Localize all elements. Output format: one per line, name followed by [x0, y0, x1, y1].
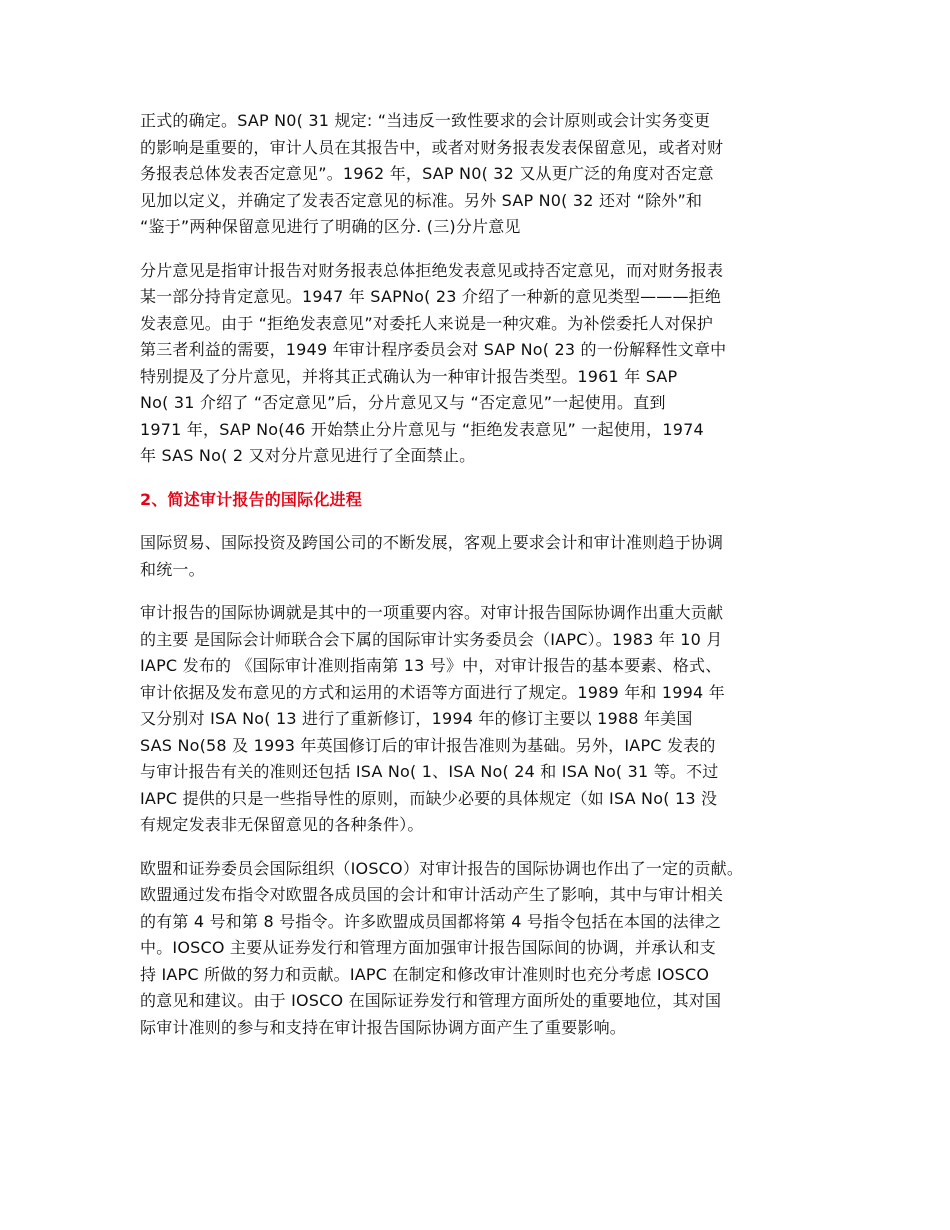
text-line: 的影响是重要的，审计人员在其报告中，或者对财务报表发表保留意见，或者对财: [140, 137, 724, 157]
text-line: 持 IAPC 所做的努力和贡献。IAPC 在制定和修改审计准则时也充分考虑 IOSCO: [140, 964, 710, 984]
text-line: 欧盟通过发布指令对欧盟各成员国的会计和审计活动产生了影响，其中与审计相关: [140, 885, 724, 904]
text-line: 见加以定义，并确定了发表否定意见的标准。另外 SAP N0( 32 还对 “除外”和: [140, 190, 703, 210]
text-line: 际审计准则的参与和支持在审计报告国际协调方面产生了重要影响。: [140, 1017, 627, 1037]
text-line: 某一部分持肯定意见。1947 年 SAPNo( 23 介绍了一种新的意见类型———拒绝: [140, 287, 722, 306]
text-line: 有规定发表非无保留意见的各种条件）。: [140, 815, 424, 834]
paragraph-opinion-definitions: [140, 108, 812, 241]
text-line: 年 SAS No( 2 又对分片意见进行了全面禁止。: [140, 446, 476, 465]
text-line: 和统一。: [140, 559, 205, 579]
text-line: 的主要 是国际会计师联合会下属的国际审计实务委员会（IAPC）。1983 年 10 月: [140, 629, 723, 649]
text-line: 与审计报告有关的准则还包括 ISA No( 1、ISA No( 24 和 ISA No( 31 等。不过: [140, 762, 719, 781]
text-line: 特别提及了分片意见，并将其正式确认为一种审计报告类型。1961 年 SAP: [140, 366, 678, 386]
text-line: 中。IOSCO 主要从证券发行和管理方面加强审计报告国际间的协调，并承认和支: [140, 938, 716, 957]
text-line: 的意见和建议。由于 IOSCO 在国际证券发行和管理方面所处的重要地位，其对国: [140, 991, 722, 1010]
text-line: 国际贸易、国际投资及跨国公司的不断发展，客观上要求会计和审计准则趋于协调: [140, 533, 724, 552]
paragraph-eu-iosco: [140, 856, 812, 1042]
text-line: 发表意见。由于 “拒绝发表意见”对委托人来说是一种灾难。为补偿委托人对保护: [140, 313, 714, 333]
document-page: [140, 108, 812, 1058]
text-line: SAS No(58 及 1993 年英国修订后的审计报告准则为基础。另外，IAPC 发表的: [140, 735, 716, 755]
section-heading: 2、简述审计报告的国际化进程: [140, 489, 362, 509]
text-line: 务报表总体发表否定意见”。1962 年，SAP N0( 32 又从更广泛的角度对否定意: [140, 164, 714, 183]
text-line: 又分别对 ISA No( 13 进行了重新修订，1994 年的修订主要以 1988 年美国: [140, 709, 693, 728]
text-line: 第三者利益的需要，1949 年审计程序委员会对 SAP No( 23 的一份解释性文章中: [140, 340, 727, 359]
text-line: IAPC 发布的 《国际审计准则指南第 13 号》中，对审计报告的基本要素、格式、: [140, 656, 722, 675]
text-line: 欧盟和证券委员会国际组织（IOSCO）对审计报告的国际协调也作出了一定的贡献。: [140, 858, 744, 878]
paragraph-piecemeal-opinion: [140, 258, 812, 470]
text-line: 1971 年，SAP No(46 开始禁止分片意见与 “拒绝发表意见” 一起使用，1974: [140, 419, 704, 439]
text-line: 审计报告的国际协调就是其中的一项重要内容。对审计报告国际协调作出重大贡献: [140, 603, 724, 622]
text-line: 正式的确定。SAP N0( 31 规定: “当违反一致性要求的会计原则或会计实务变更: [140, 111, 711, 130]
text-line: No( 31 介绍了 “否定意见”后，分片意见又与 “否定意见”一起使用。直到: [140, 393, 666, 412]
paragraph-intro: [140, 530, 812, 583]
text-line: 分片意见是指审计报告对财务报表总体拒绝发表意见或持否定意见，而对财务报表: [140, 260, 724, 280]
text-line: “鉴于”两种保留意见进行了明确的区分. (三)分片意见: [140, 217, 521, 236]
text-line: IAPC 提供的只是一些指导性的原则，而缺少必要的具体规定（如 ISA No( 13 没: [140, 788, 718, 808]
paragraph-iapc: [140, 600, 812, 839]
text-line: 的有第 4 号和第 8 号指令。许多欧盟成员国都将第 4 号指令包括在本国的法律之: [140, 911, 722, 931]
text-line: 审计依据及发布意见的方式和运用的术语等方面进行了规定。1989 年和 1994 年: [140, 682, 725, 702]
